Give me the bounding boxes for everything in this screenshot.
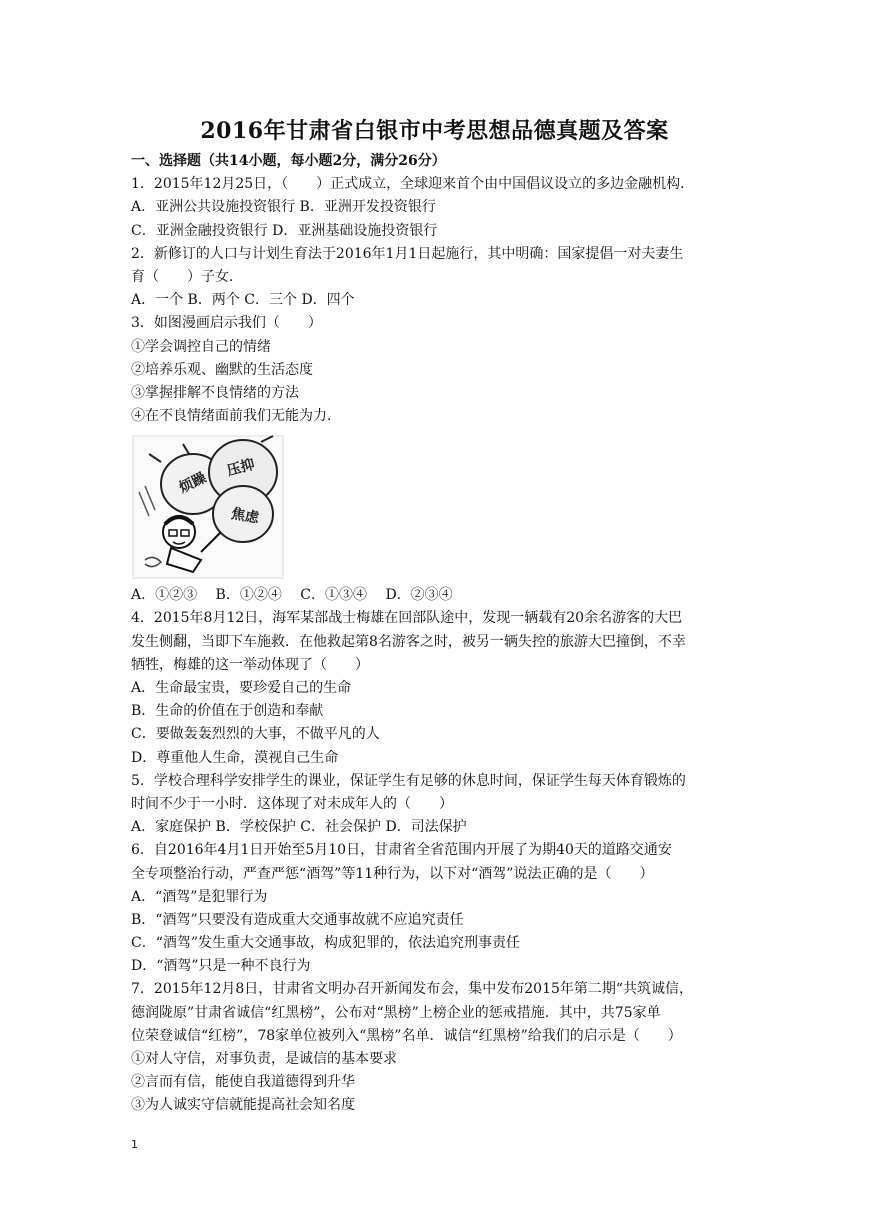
- text-line: 牺牲，梅雄的这一举动体现了（ ）: [131, 656, 369, 673]
- text-line: D．尊重他人生命，漠视自己生命: [131, 749, 339, 766]
- cartoon-label: 焦虑: [229, 506, 261, 527]
- text-line: 德润陇原”甘肃省诚信“红黑榜”，公布对“黑榜”上榜企业的惩戒措施．其中，共75家单: [131, 1004, 661, 1021]
- text-line: ④在不良情绪面前我们无能为力．: [131, 408, 341, 425]
- cartoon-label: 烦躁: [176, 470, 209, 497]
- text-line: 位荣登诚信“红榜”，78家单位被列入“黑榜”名单．诚信“红黑榜”给我们的启示是（ ）: [131, 1027, 682, 1044]
- text-line: ③为人诚实守信就能提高社会知名度: [131, 1097, 355, 1114]
- text-line: 6．自2016年4月1日开始至5月10日，甘肃省全省范围内开展了为期40天的道路交通安: [131, 842, 672, 859]
- text-line: A．一个 B．两个 C．三个 D．四个: [131, 292, 355, 309]
- text-line: ②培养乐观、幽默的生活态度: [131, 361, 313, 378]
- text-line: D．“酒驾”只是一种不良行为: [131, 958, 311, 975]
- text-line: 2．新修订的人口与计划生育法于2016年1月1日起施行，其中明确：国家提倡一对夫妻生: [131, 245, 684, 262]
- text-line: C．要做轰轰烈烈的大事，不做平凡的人: [131, 726, 380, 743]
- text-line: C．亚洲金融投资银行 D．亚洲基础设施投资银行: [131, 222, 438, 239]
- text-line: C．“酒驾”发生重大交通事故，构成犯罪的，依法追究刑事责任: [131, 935, 521, 952]
- document-title: 2016年甘肃省白银市中考思想品德真题及答案: [200, 118, 669, 144]
- page-number: 1: [131, 1138, 138, 1151]
- document-body: [131, 150, 741, 1118]
- text-line: A．生命最宝贵，要珍爱自己的生命: [131, 680, 352, 696]
- section-heading: 一、选择题（共14小题，每小题2分，满分26分）: [131, 153, 446, 169]
- text-line: ①对人守信，对事负责，是诚信的基本要求: [131, 1051, 397, 1067]
- text-line: 发生侧翻，当即下车施救．在他救起第8名游客之时，被另一辆失控的旅游大巴撞倒，不幸: [131, 633, 686, 650]
- text-line: ③掌握排解不良情绪的方法: [131, 384, 299, 401]
- text-line: 5．学校合理科学安排学生的课业，保证学生有足够的休息时间，保证学生每天体育锻炼的: [131, 772, 686, 789]
- text-line: ②言而有信，能使自我道德得到升华: [131, 1074, 355, 1091]
- text-line: ①学会调控自己的情绪: [131, 338, 271, 355]
- text-line: B．“酒驾”只要没有造成重大交通事故就不应追究责任: [131, 911, 464, 928]
- text-line: A．亚洲公共设施投资银行 B．亚洲开发投资银行: [131, 199, 436, 216]
- text-line: 7．2015年12月8日，甘肃省文明办召开新闻发布会，集中发布2015年第二期“共筑诚信，: [131, 981, 694, 998]
- question-block-1-3: [131, 173, 741, 428]
- text-line: B．生命的价值在于创造和奉献: [131, 703, 324, 720]
- text-line: A．“酒驾”是犯罪行为: [131, 888, 268, 905]
- text-line: A．家庭保护 B．学校保护 C．社会保护 D．司法保护: [131, 819, 467, 836]
- text-line: 3．如图漫画启示我们（ ）: [131, 315, 322, 332]
- text-line: 1．2015年12月25日，（ ）正式成立，全球迎来首个由中国倡议设立的多边金融机构．: [131, 176, 695, 193]
- text-line: 育（ ）子女．: [131, 268, 243, 285]
- text-line: 时间不少于一小时．这体现了对未成年人的（ ）: [131, 795, 453, 812]
- question-block-3-7: [131, 584, 741, 1117]
- text-line: 4．2015年8月12日，海军某部战士梅雄在回部队途中，发现一辆载有20余名游客的大巴: [131, 610, 683, 627]
- text-line: 全专项整治行动，严查严惩“酒驾”等11种行为，以下对“酒驾”说法正确的是（ ）: [131, 865, 654, 882]
- cartoon-drawing: [131, 432, 291, 582]
- cartoon-image: [131, 432, 741, 582]
- text-line: A．①②③ B．①②④ C．①③④ D．②③④: [131, 587, 453, 604]
- cartoon-label: 压抑: [225, 456, 257, 480]
